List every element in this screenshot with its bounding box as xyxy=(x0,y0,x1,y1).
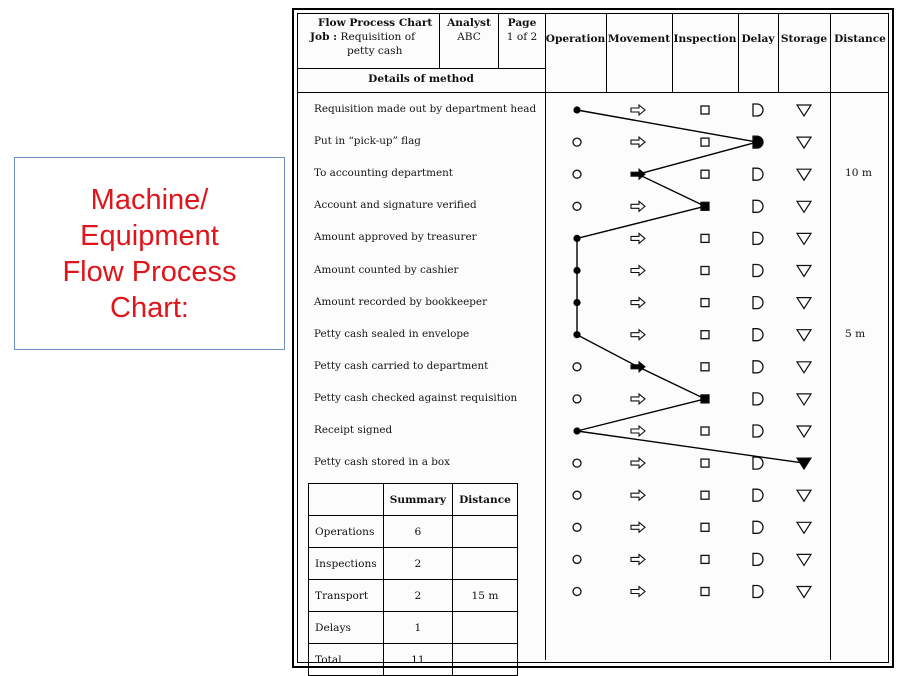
delay-symbol xyxy=(753,168,763,180)
delay-symbol xyxy=(753,297,763,309)
delay-symbol xyxy=(753,200,763,212)
caption-title: Machine/ Equipment Flow Process Chart: xyxy=(62,183,237,324)
summary-label: Transport xyxy=(309,580,384,612)
storage-symbol xyxy=(797,169,811,180)
summary-count: 11 xyxy=(383,644,452,676)
storage-symbol xyxy=(797,587,811,598)
summary-row xyxy=(309,644,518,676)
column-storage: Storage xyxy=(780,33,828,45)
storage-symbol xyxy=(797,105,811,116)
delay-symbol xyxy=(753,265,763,277)
storage-symbol xyxy=(797,330,811,341)
summary-count: 2 xyxy=(383,580,452,612)
column-operation: Operation xyxy=(545,33,606,45)
summary-row xyxy=(309,580,518,612)
summary-distance xyxy=(453,548,518,580)
summary-count: 6 xyxy=(383,516,452,548)
inspection-symbol xyxy=(701,234,709,242)
analyst-label: Analyst xyxy=(447,17,491,29)
step-text: Requisition made out by department head xyxy=(314,103,537,115)
job-label: Job : xyxy=(310,31,338,43)
delay-symbol xyxy=(753,586,763,598)
movement-symbol xyxy=(631,330,645,340)
job-value-2: petty cash xyxy=(347,45,403,57)
flow-line xyxy=(577,110,804,463)
step-text: Petty cash checked against requisition xyxy=(314,391,518,404)
delay-symbol xyxy=(753,361,763,373)
inspection-symbol xyxy=(701,459,709,467)
summary-label: Operations xyxy=(309,516,384,548)
storage-symbol xyxy=(797,362,811,373)
delay-symbol xyxy=(753,425,763,437)
inspection-symbol xyxy=(701,299,709,307)
storage-symbol xyxy=(797,394,811,405)
movement-symbol xyxy=(631,458,645,468)
movement-symbol xyxy=(631,426,645,436)
storage-symbol xyxy=(797,201,811,212)
column-movement: Movement xyxy=(607,33,671,45)
operation-symbol xyxy=(573,363,581,371)
storage-symbol xyxy=(797,522,811,533)
step-text: Put in “pick-up” flag xyxy=(314,135,421,148)
delay-symbol xyxy=(753,553,763,565)
movement-symbol xyxy=(631,137,645,147)
step-text: Amount approved by treasurer xyxy=(314,231,477,244)
movement-symbol xyxy=(631,105,645,115)
delay-symbol xyxy=(753,393,763,405)
summary-distance xyxy=(453,644,518,676)
summary-row xyxy=(309,612,518,644)
delay-symbol xyxy=(753,489,763,501)
step-distance: 5 m xyxy=(845,327,866,340)
step-distance: 10 m xyxy=(845,167,872,180)
job-value-1: Requisition of xyxy=(340,31,416,43)
operation-symbol xyxy=(573,170,581,178)
inspection-symbol xyxy=(701,588,709,596)
column-inspection: Inspection xyxy=(673,33,737,45)
step-text: Receipt signed xyxy=(314,424,393,436)
storage-symbol xyxy=(797,554,811,565)
operation-symbol xyxy=(573,395,581,403)
summary-label: Delays xyxy=(309,612,384,644)
summary-distance xyxy=(453,612,518,644)
operation-symbol xyxy=(573,138,581,146)
inspection-symbol xyxy=(701,267,709,275)
page-value: 1 of 2 xyxy=(506,31,538,43)
step-text: Amount recorded by bookkeeper xyxy=(314,295,488,308)
summary-distance-header: Distance xyxy=(453,484,518,516)
step-text: Petty cash carried to department xyxy=(314,359,489,372)
summary-table xyxy=(308,483,516,666)
step-text: Petty cash stored in a box xyxy=(314,456,450,469)
inspection-symbol xyxy=(701,106,709,114)
movement-symbol xyxy=(631,490,645,500)
delay-symbol xyxy=(753,457,763,469)
storage-symbol xyxy=(797,298,811,309)
inspection-symbol xyxy=(701,170,709,178)
movement-symbol xyxy=(631,233,645,243)
details-of-method-header: Details of method xyxy=(368,73,474,85)
operation-symbol xyxy=(573,459,581,467)
movement-symbol xyxy=(631,298,645,308)
summary-row xyxy=(309,548,518,580)
page-label: Page xyxy=(507,17,537,29)
column-distance: Distance xyxy=(834,33,886,45)
inspection-symbol xyxy=(701,427,709,435)
operation-symbol xyxy=(573,523,581,531)
summary-distance: 15 m xyxy=(453,580,518,612)
storage-symbol xyxy=(797,426,811,437)
delay-symbol xyxy=(753,329,763,341)
storage-symbol xyxy=(797,266,811,277)
inspection-symbol xyxy=(701,363,709,371)
movement-symbol xyxy=(631,587,645,597)
step-text: To accounting department xyxy=(314,167,453,180)
column-delay: Delay xyxy=(741,33,775,45)
storage-symbol xyxy=(797,490,811,501)
summary-label: Inspections xyxy=(309,548,384,580)
summary-count: 2 xyxy=(383,548,452,580)
movement-symbol xyxy=(631,554,645,564)
summary-header: Summary xyxy=(383,484,452,516)
operation-symbol xyxy=(573,555,581,563)
delay-symbol xyxy=(753,521,763,533)
summary-distance xyxy=(453,516,518,548)
movement-symbol xyxy=(631,201,645,211)
delay-symbol xyxy=(753,104,763,116)
movement-symbol xyxy=(631,266,645,276)
inspection-symbol xyxy=(701,138,709,146)
summary-header-row xyxy=(309,484,518,516)
inspection-symbol xyxy=(701,331,709,339)
movement-symbol xyxy=(631,394,645,404)
storage-symbol-active xyxy=(797,458,811,469)
delay-symbol xyxy=(753,232,763,244)
chart-title: Flow Process Chart xyxy=(318,17,433,29)
operation-symbol xyxy=(573,202,581,210)
operation-symbol xyxy=(573,588,581,596)
summary-count: 1 xyxy=(383,612,452,644)
summary-label: Total xyxy=(309,644,384,676)
inspection-symbol xyxy=(701,555,709,563)
step-text: Amount counted by cashier xyxy=(314,263,459,276)
storage-symbol xyxy=(797,233,811,244)
storage-symbol xyxy=(797,137,811,148)
inspection-symbol xyxy=(701,523,709,531)
movement-symbol xyxy=(631,522,645,532)
operation-symbol xyxy=(573,491,581,499)
step-text: Account and signature verified xyxy=(314,199,477,212)
summary-row xyxy=(309,516,518,548)
analyst-value: ABC xyxy=(457,31,481,43)
inspection-symbol xyxy=(701,491,709,499)
step-text: Petty cash sealed in envelope xyxy=(314,327,470,340)
